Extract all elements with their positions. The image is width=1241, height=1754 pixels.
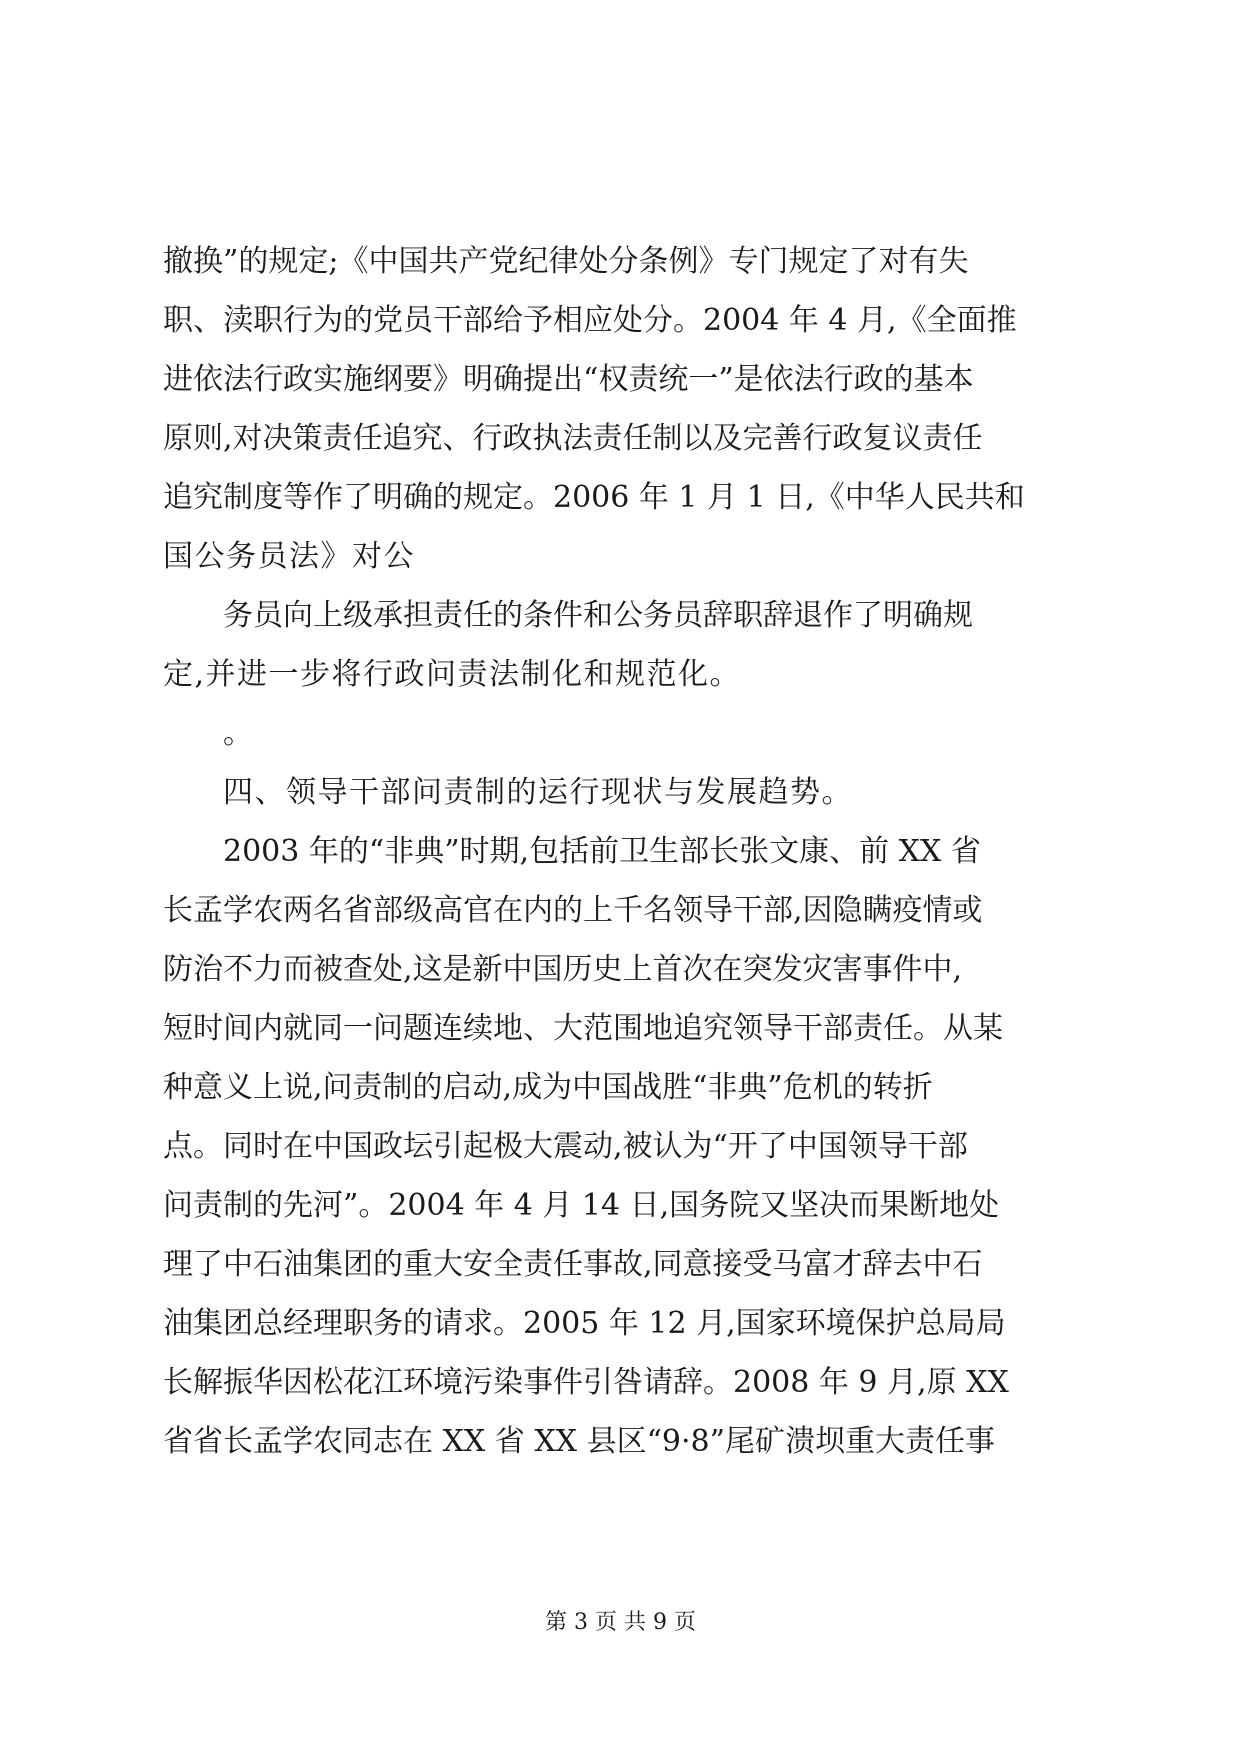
text-line: 理了中石油集团的重大安全责任事故,同意接受马富才辞去中石 xyxy=(163,1247,983,1282)
text-line: 进依法行政实施纲要》明确提出“权责统一”是依法行政的基本 xyxy=(163,362,974,397)
text-line: 国公务员法》对公 xyxy=(163,539,415,574)
page-footer: 第 3 页 共 9 页 xyxy=(545,1610,696,1635)
text-line: 长解振华因松花江环境污染事件引咎请辞。2008 年 9 月,原 XX xyxy=(163,1365,1009,1400)
text-line: 。 xyxy=(223,716,255,751)
text-line: 原则,对决策责任追究、行政执法责任制以及完善行政复议责任 xyxy=(163,421,983,456)
text-line: 省省长孟学农同志在 XX 省 XX 县区“9·8”尾矿溃坝重大责任事 xyxy=(163,1424,995,1459)
text-line: 长孟学农两名省部级高官在内的上千名领导干部,因隐瞒疫情或 xyxy=(163,893,983,928)
text-line: 追究制度等作了明确的规定。2006 年 1 月 1 日,《中华人民共和 xyxy=(163,480,1025,515)
text-line: 油集团总经理职务的请求。2005 年 12 月,国家环境保护总局局 xyxy=(163,1306,1006,1341)
text-line: 定,并进一步将行政问责法制化和规范化。 xyxy=(163,657,742,692)
text-line: 务员向上级承担责任的条件和公务员辞职辞退作了明确规 xyxy=(223,598,973,633)
document-body xyxy=(163,232,1083,1471)
text-line: 防治不力而被查处,这是新中国历史上首次在突发灾害事件中, xyxy=(163,952,963,987)
paragraph xyxy=(163,586,1083,704)
text-line: 职、渎职行为的党员干部给予相应处分。2004 年 4 月,《全面推 xyxy=(163,303,1017,338)
text-line: 四、领导干部问责制的运行现状与发展趋势。 xyxy=(223,775,853,810)
paragraph xyxy=(163,763,1083,822)
text-line: 撤换”的规定;《中国共产党纪律处分条例》专门规定了对有失 xyxy=(163,244,969,279)
paragraph xyxy=(163,232,1083,586)
text-line: 问责制的先河”。2004 年 4 月 14 日,国务院又坚决而果断地处 xyxy=(163,1188,1000,1223)
text-line: 短时间内就同一问题连续地、大范围地追究领导干部责任。从某 xyxy=(163,1011,1003,1046)
text-line: 2003 年的“非典”时期,包括前卫生部长张文康、前 XX 省 xyxy=(223,834,981,869)
text-line: 点。同时在中国政坛引起极大震动,被认为“开了中国领导干部 xyxy=(163,1129,968,1164)
text-line: 种意义上说,问责制的启动,成为中国战胜“非典”危机的转折 xyxy=(163,1070,933,1105)
paragraph xyxy=(163,822,1083,1471)
paragraph xyxy=(163,704,1083,763)
